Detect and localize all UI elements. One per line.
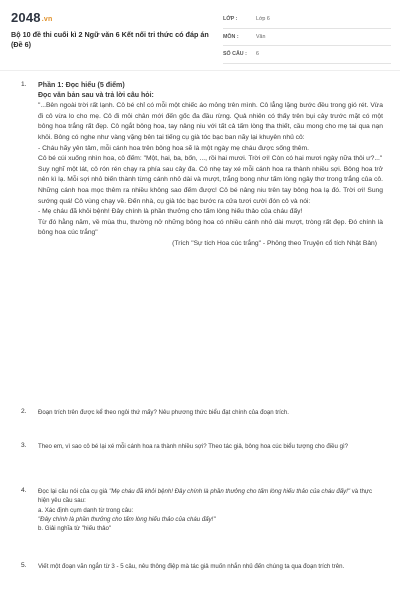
site-logo[interactable] xyxy=(11,10,52,25)
meta-value: 6 xyxy=(256,51,259,58)
quoted-sentence: "Mẹ cháu đã khỏi bệnh! Đây chính là phần thưởng cho tấm lòng hiếu thảo của cháu đấy!" xyxy=(109,488,351,495)
question-number: 2. xyxy=(21,408,27,415)
question-number: 4. xyxy=(21,487,27,494)
meta-row-subject xyxy=(223,29,391,47)
sub-question-b: b. Giải nghĩa từ "hiếu thảo" xyxy=(38,525,112,533)
meta-table xyxy=(223,11,391,64)
logo-text: 2048 xyxy=(11,10,41,25)
question-text: Viết một đoạn văn ngắn từ 3 - 5 câu, nêu thông điệp mà tác giả muốn nhắn nhủ đến chúng ta qua đoạn trích trên. xyxy=(38,563,345,570)
meta-label: SỐ CÂU : xyxy=(223,51,247,58)
meta-value: Văn xyxy=(256,33,266,40)
sub-question-a: a. Xác định cụm danh từ trong câu: xyxy=(38,506,134,514)
passage-paragraph: Từ đó hằng năm, về mùa thu, thường nở những bông hoa có nhiều cánh nhỏ dài mượt, tròng rất đẹp. Đó chính là bông hoa cúc trắng" xyxy=(38,218,383,237)
meta-label: MÔN : xyxy=(223,33,239,40)
logo-suffix: .vn xyxy=(41,16,53,23)
part-title: Phần 1: Đọc hiểu (5 điểm) xyxy=(38,81,125,89)
document-title: Bộ 10 đề thi cuối kì 2 Ngữ văn 6 Kết nối tri thức có đáp án (Đề 6) xyxy=(11,30,209,49)
intro-end: và thực hiện yêu cầu sau: xyxy=(38,488,373,505)
header-divider xyxy=(0,70,400,71)
intro-text: Đọc lại câu nói của cụ già xyxy=(38,488,110,495)
passage-paragraph: - Cháu hãy yên tâm, mỗi cánh hoa trên bông hoa sẽ là một ngày mẹ cháu được sống thêm. xyxy=(38,144,309,152)
question-text: Đoạn trích trên được kể theo ngôi thứ mấy? Nêu phương thức biểu đạt chính của đoạn trích. xyxy=(38,409,289,416)
passage-paragraph: Cô bé cúi xuống nhìn hoa, cô đếm: "Một, hai, ba, bốn, ..., rồi hai mươi. Trời ơi! Còn có hai mươi ngày nữa thôi ư?..." xyxy=(38,155,383,163)
passage-source: (Trích "Sự tích Hoa cúc trắng" - Phỏng theo Truyện cổ tích Nhật Bản) xyxy=(172,239,377,247)
meta-row-count xyxy=(223,46,391,64)
question-number: 1. xyxy=(21,81,27,88)
question-intro xyxy=(38,487,383,506)
question-number: 3. xyxy=(21,442,27,449)
question-text: Theo em, vì sao cô bé lại xé mỗi cánh hoa ra thành nhiều sợi? Theo tác giả, bông hoa cúc biểu tượng cho điều gì? xyxy=(38,443,349,450)
passage-paragraph: - Mẹ cháu đã khỏi bệnh! Đây chính là phần thưởng cho tấm lòng hiếu thảo của cháu đấy! xyxy=(38,208,303,216)
question-number: 5. xyxy=(21,562,27,569)
meta-row-class xyxy=(223,11,391,29)
meta-value: Lớp 6 xyxy=(256,16,270,23)
page-header xyxy=(0,0,400,66)
sub-question-a-quote: "Đây chính là phần thưởng cho tấm lòng hiếu thảo của cháu đấy!" xyxy=(38,515,216,523)
passage-paragraph: Suy nghĩ một lát, cô rón rén chạy ra phía sau cây đa. Cô nhẹ tay xé mỗi cánh hoa ra thành nhiều sợi. Bông hoa trở nên kì lạ. Mỗi sợi nhỏ biến thành từng cánh nhỏ dài và mượt, trắng bong như tấm lòng ngây thơ trong trắng của cô. Những cánh hoa mọc thêm ra nhiều không sao đếm được! Cô bé nâng niu trên tay bông hoa lạ đó. Trời ơi! Sung sướng quá! Cô vùng chạy về. Đến nhà, cụ già tóc bạc bước ra cửa tươi cười đón cô và nói: xyxy=(38,165,383,205)
meta-label: LỚP : xyxy=(223,16,238,23)
question-body xyxy=(38,487,383,533)
question-body xyxy=(38,80,383,250)
reading-instruction: Đọc văn bản sau và trả lời câu hỏi: xyxy=(38,91,154,99)
passage-paragraph: "...Bên ngoài trời rất lạnh. Cô bé chỉ có mỗi một chiếc áo mỏng trên mình. Cô lẳng lặng bước đều trong gió rét. Vừa đi cô vừa lo cho mẹ. Cô đi mỏi chân mới đến gốc đa đầu rừng. Quả nhiên có thấy trên bụi cây trước mặt có một bông hoa trắng rất đẹp. Cô ngắt bông hoa, tay nâng niu với tất cả tấm lòng tha thiết, cầu mong cho mẹ tai qua nạn khỏi. Bông có nghe như vàng vặng bên tai tiếng cụ già tóc bạc ban nãy lại khuyên nhủ cô: xyxy=(38,102,383,141)
reading-passage xyxy=(38,101,383,239)
